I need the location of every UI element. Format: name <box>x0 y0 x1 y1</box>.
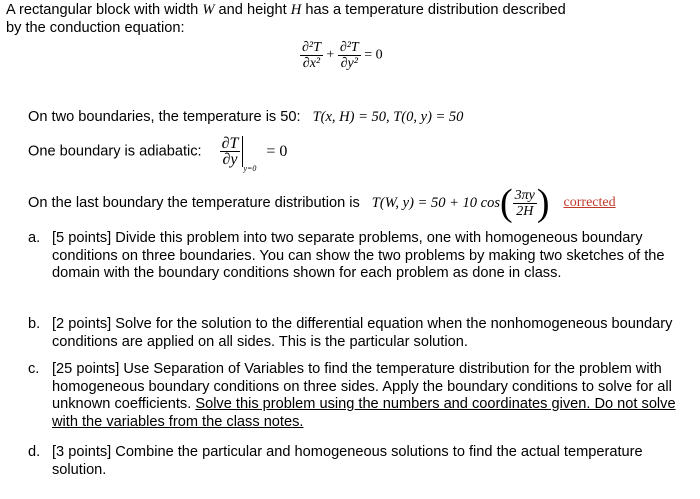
boundary-condition-2 <box>28 136 287 173</box>
d2t-dx2-fraction <box>300 40 323 71</box>
boundary-condition-3 <box>28 184 616 222</box>
item-text: [5 points] Divide this problem into two separate problems, one with homogeneous boundary conditions on three boundaries. You can show the two problems by making two sketches of the domain with the boundary conditions shown for each problem as done in class. <box>52 230 665 281</box>
plus-sign: + <box>326 47 335 63</box>
right-paren: ) <box>536 182 550 224</box>
bc3-lhs: T(W, y) = 50 + 10 cos <box>371 194 500 211</box>
var-width: W <box>202 2 215 18</box>
intro-text-2: and height <box>218 2 287 18</box>
dt-dy-fraction <box>220 136 244 167</box>
item-text: [25 points] Use Separation of Variables to find the temperature distribution for the problem with homogeneous boundary conditions on three sides. Apply the boundary conditions to solve for all unknown coefficients. <box>52 361 672 412</box>
question-c <box>28 361 693 431</box>
eval-at-y0: y=0 <box>243 164 257 174</box>
item-text: [3 points] Combine the particular and homogeneous solutions to find the actual temperature solution. <box>52 444 643 478</box>
fraction-numerator: 3πy <box>514 187 535 203</box>
d2t-dy2-fraction <box>338 40 361 71</box>
intro-text: A rectangular block with width <box>6 2 199 18</box>
item-underlined-text: Solve this problem using the numbers and coordinates given. Do not solve with the variables from the class notes. <box>52 396 676 430</box>
question-d <box>28 444 693 479</box>
bc3-text: On the last boundary the temperature distribution is <box>28 195 360 211</box>
item-label: b. <box>28 316 41 332</box>
fraction-denominator: ∂y <box>222 151 238 168</box>
fraction-denominator: 2H <box>516 203 534 219</box>
corrected-note: corrected <box>563 195 616 210</box>
intro-line-1 <box>6 2 566 19</box>
question-b <box>28 316 693 351</box>
left-paren: ( <box>499 182 513 224</box>
fraction-numerator: ∂²T <box>302 40 321 55</box>
bc1-math: T(x, H) = 50, T(0, y) = 50 <box>312 109 464 125</box>
intro-text-3: has a temperature distribution described <box>305 2 566 18</box>
bc2-text: One boundary is adiabatic: <box>28 143 202 160</box>
bc1-text: On two boundaries, the temperature is 50: <box>28 109 301 125</box>
boundary-condition-1 <box>28 108 463 126</box>
question-a <box>28 230 693 283</box>
fraction-numerator: ∂²T <box>339 40 359 55</box>
fraction-denominator: ∂y² <box>340 56 358 71</box>
item-body <box>52 361 693 431</box>
item-label: c. <box>28 361 40 377</box>
item-text: [2 points] Solve for the solution to the differential equation when the nonhomogeneous boundary conditions are applied on all sides. This is the particular solution. <box>52 316 673 350</box>
var-height: H <box>290 2 302 18</box>
intro-line-2: by the conduction equation: <box>6 20 185 36</box>
equals-zero: = 0 <box>364 47 383 63</box>
equals-zero: = 0 <box>266 142 288 160</box>
item-label: a. <box>28 230 41 246</box>
item-label: d. <box>28 444 41 460</box>
fraction-denominator: ∂x² <box>302 56 321 71</box>
cos-argument-fraction <box>513 188 537 219</box>
fraction-numerator: ∂T <box>221 135 239 152</box>
conduction-equation <box>300 40 383 71</box>
